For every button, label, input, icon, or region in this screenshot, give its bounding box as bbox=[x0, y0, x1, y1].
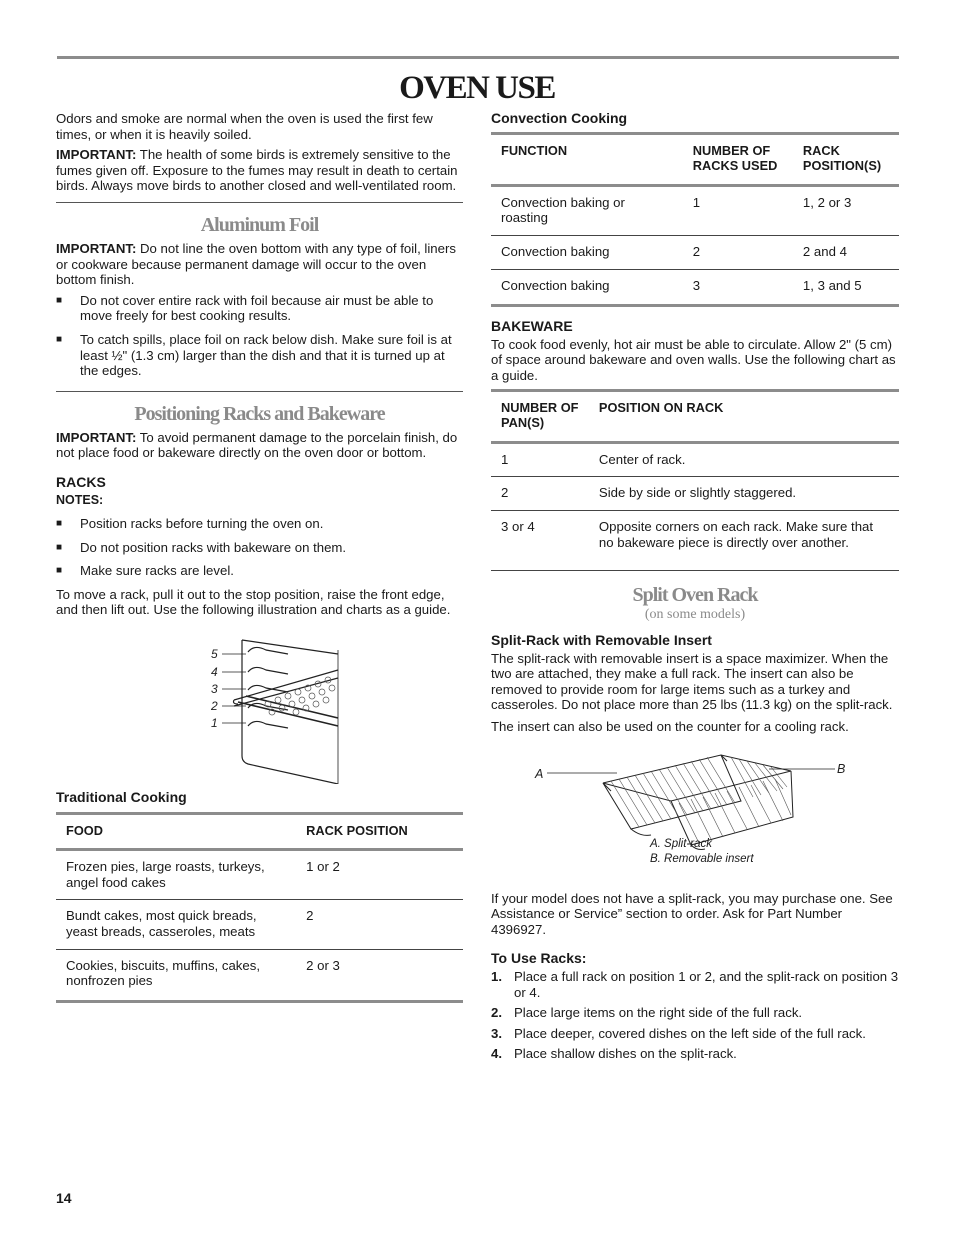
label-b: B bbox=[837, 761, 846, 776]
column-header: FOOD bbox=[56, 813, 296, 850]
rack-label-1: 1 bbox=[211, 716, 218, 731]
step-text: Place shallow dishes on the split-rack. bbox=[514, 1046, 737, 1062]
column-header: RACK POSITION bbox=[296, 813, 463, 850]
list-item bbox=[491, 1005, 899, 1021]
important-label: IMPORTANT: bbox=[56, 240, 137, 256]
section-divider bbox=[56, 391, 463, 392]
intro-paragraph: Odors and smoke are normal when the oven is used the first few times, or when it is heavily soiled. bbox=[56, 111, 433, 142]
left-column bbox=[56, 111, 463, 1003]
table-row bbox=[56, 949, 463, 998]
notes-label: NOTES: bbox=[56, 492, 104, 507]
birds-warning bbox=[56, 147, 463, 194]
traditional-cooking-table bbox=[56, 812, 463, 998]
split-rack-description: The split-rack with removable insert is a space maximizer. When the two are attached, they make a full rack. The insert can also be removed to provide room for large items such as a turkey and casseroles. Do not place more than 25 lbs (11.3 kg) on the split-rack. bbox=[491, 650, 893, 713]
rack-position-illustration bbox=[56, 634, 463, 789]
table-row bbox=[491, 442, 899, 477]
right-column bbox=[491, 111, 899, 1067]
use-racks-steps bbox=[491, 969, 899, 1062]
racks-heading: RACKS bbox=[56, 473, 106, 490]
table-row bbox=[491, 235, 899, 269]
top-rule bbox=[57, 56, 899, 59]
convection-cooking-table bbox=[491, 132, 899, 303]
step-number: 4. bbox=[491, 1046, 502, 1062]
step-text: Place large items on the right side of the full rack. bbox=[514, 1005, 803, 1021]
table-cell: 2 bbox=[683, 235, 793, 269]
column-header: FUNCTION bbox=[491, 133, 683, 185]
on-some-models-note: (on some models) bbox=[644, 607, 746, 623]
table-row bbox=[56, 900, 463, 949]
list-item bbox=[491, 969, 899, 1000]
table-cell: 1 bbox=[491, 442, 589, 477]
list-item: ■ Do not cover entire rack with foil because air must be able to move freely for best cooking results. bbox=[56, 293, 463, 324]
table-cell: Convection baking bbox=[491, 235, 683, 269]
page-title: OVEN USE bbox=[399, 70, 555, 106]
table-cell: 2 bbox=[491, 477, 589, 511]
positioning-heading: Positioning Racks and Bakeware bbox=[134, 402, 385, 425]
table-cell: 3 bbox=[692, 277, 701, 293]
table-row bbox=[491, 477, 899, 511]
table-row bbox=[491, 269, 899, 302]
bakeware-text: To cook food evenly, hot air must be able to circulate. Allow 2" (5 cm) of space around bakeware and oven walls. Use the following chart as a guide. bbox=[491, 336, 896, 383]
table-row bbox=[56, 850, 463, 900]
bakeware-table bbox=[491, 389, 899, 571]
list-item: ■ Make sure racks are level. bbox=[56, 563, 463, 579]
rack-label-5: 5 bbox=[211, 647, 218, 662]
purchase-split-rack-text: If your model does not have a split-rack, you may purchase one. See Assistance or Service” section to order. Ask for Part Number 4396927. bbox=[491, 890, 893, 937]
step-number: 2. bbox=[491, 1005, 502, 1021]
column-header: NUMBER OF PAN(S) bbox=[491, 390, 589, 442]
rack-label-4: 4 bbox=[211, 665, 218, 680]
split-rack-subtitle: Split-Rack with Removable Insert bbox=[491, 632, 712, 649]
table-cell: 1 or 2 bbox=[296, 850, 463, 900]
table-cell: Bundt cakes, most quick breads, yeast breads, casseroles, meats bbox=[56, 900, 296, 949]
oven-rack-diagram bbox=[56, 634, 463, 784]
to-use-racks-heading: To Use Racks: bbox=[491, 950, 587, 967]
table-cell: Convection baking bbox=[501, 277, 610, 293]
bakeware-heading: BAKEWARE bbox=[491, 318, 573, 335]
foil-bullets bbox=[56, 293, 463, 379]
table-cell: 3 or 4 bbox=[501, 518, 535, 534]
important-label: IMPORTANT: bbox=[56, 147, 137, 163]
move-rack-text: To move a rack, pull it out to the stop position, raise the front edge, and then lift out. Use the following illustration and charts as a guide. bbox=[56, 586, 451, 618]
table-cell: 1, 2 or 3 bbox=[793, 185, 899, 235]
label-a: A bbox=[535, 766, 544, 781]
positioning-important bbox=[56, 430, 463, 461]
page-number: 14 bbox=[56, 1190, 72, 1206]
table-bottom-rule bbox=[491, 304, 899, 307]
table-bottom-rule bbox=[491, 570, 899, 571]
table-row bbox=[491, 510, 899, 570]
important-label: IMPORTANT: bbox=[56, 429, 137, 445]
caption-removable-insert: B. Removable insert bbox=[650, 852, 754, 865]
table-cell: Convection baking or roasting bbox=[491, 185, 683, 235]
table-cell: 1, 3 and 5 bbox=[802, 277, 862, 293]
column-header: RACK POSITION(S) bbox=[793, 133, 899, 185]
foil-important-text: Do not line the oven bottom with any type of foil, liners or cookware because permanent damage will occur to the oven bottom finish. bbox=[56, 240, 456, 288]
list-item bbox=[491, 1026, 899, 1042]
table-cell: Opposite corners on each rack. Make sure that no bakeware piece is directly over another. bbox=[598, 518, 874, 550]
table-cell: 2 and 4 bbox=[793, 235, 899, 269]
table-cell: 1 bbox=[683, 185, 793, 235]
table-cell: Frozen pies, large roasts, turkeys, angel food cakes bbox=[56, 850, 296, 900]
list-item: ■ Do not position racks with bakeware on them. bbox=[56, 540, 463, 556]
rack-label-3: 3 bbox=[211, 682, 218, 697]
split-rack-illustration bbox=[491, 741, 899, 891]
table-cell: 2 bbox=[296, 900, 463, 949]
section-divider bbox=[56, 202, 463, 203]
aluminum-foil-heading: Aluminum Foil bbox=[200, 213, 319, 236]
list-item: ■ Position racks before turning the oven on. bbox=[56, 516, 463, 532]
rack-label-2: 2 bbox=[211, 699, 218, 714]
table-cell: 2 or 3 bbox=[306, 957, 340, 973]
list-item bbox=[491, 1046, 899, 1062]
step-text: Place deeper, covered dishes on the left side of the full rack. bbox=[514, 1025, 866, 1041]
foil-important bbox=[56, 241, 463, 288]
cooling-rack-note: The insert can also be used on the counter for a cooling rack. bbox=[491, 719, 849, 735]
column-header: NUMBER OF RACKS USED bbox=[683, 133, 793, 185]
table-row bbox=[491, 185, 899, 235]
table-cell: Side by side or slightly staggered. bbox=[589, 477, 899, 511]
list-item: ■ To catch spills, place foil on rack below dish. Make sure foil is at least ½" (1.3 cm) larger than the dish and that it is turned up at the edges. bbox=[56, 332, 463, 379]
split-oven-rack-heading: Split Oven Rack bbox=[632, 584, 758, 607]
step-text: Place a full rack on position 1 or 2, and the split-rack on position 3 or 4. bbox=[514, 969, 899, 1000]
table-cell: Center of rack. bbox=[589, 442, 899, 477]
caption-split-rack: A. Split-rack bbox=[650, 837, 712, 850]
step-number: 1. bbox=[491, 969, 502, 985]
convection-cooking-heading: Convection Cooking bbox=[491, 110, 628, 126]
birds-warning-text: The health of some birds is extremely sensitive to the fumes given off. Exposure to the fumes may result in death to certain birds. Always move birds to another closed and well-ventilated room. bbox=[56, 147, 458, 194]
traditional-cooking-heading: Traditional Cooking bbox=[56, 789, 187, 806]
positioning-important-text: To avoid permanent damage to the porcelain finish, do not place food or bakeware directly on the oven door or bottom. bbox=[56, 429, 458, 461]
table-bottom-rule bbox=[56, 1000, 463, 1003]
table-cell: Cookies, biscuits, muffins, cakes, nonfrozen pies bbox=[66, 957, 260, 989]
notes-list bbox=[56, 516, 463, 579]
column-header: POSITION ON RACK bbox=[589, 390, 899, 442]
step-number: 3. bbox=[491, 1025, 502, 1041]
